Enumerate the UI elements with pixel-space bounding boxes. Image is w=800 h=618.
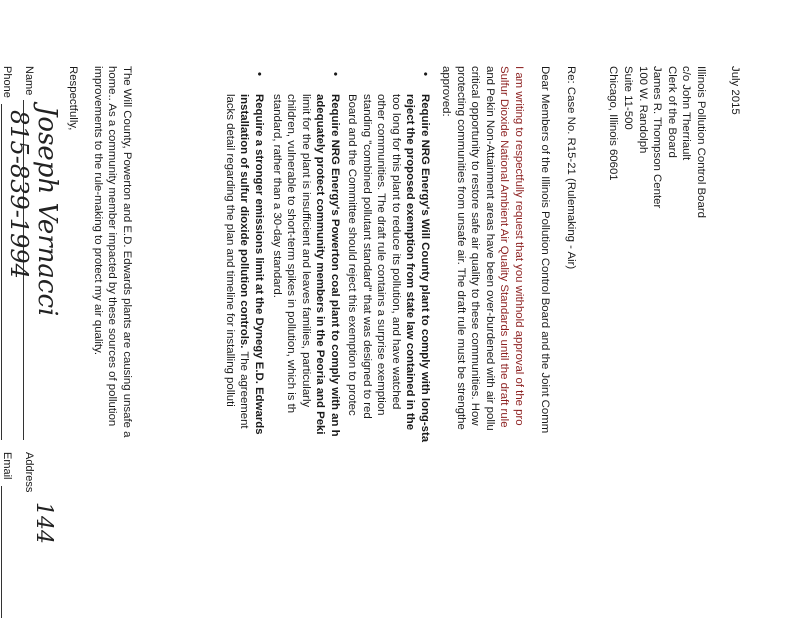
handwritten-address: 144	[31, 502, 56, 544]
bullet-line: children, vulnerable to short-term spikes in pollution, which is th	[285, 94, 298, 414]
bullet-bold-line: installation of sulfur dioxide pollution controls.	[238, 94, 251, 349]
bullet-icon: •	[253, 72, 265, 76]
closing-line: home.. As a community member impacted by these sources of pollution	[106, 66, 119, 427]
intro-line: critical opportunity to restore safe air quality to these communities. How	[469, 66, 482, 426]
bullet-line: Board and the Committee should reject this exemption to protec	[346, 94, 359, 416]
intro-line: Sulfur Dioxide National Ambient Air Quality Standards until the draft rule	[498, 66, 511, 428]
signature-fields	[0, 66, 62, 618]
closing-line: The Will County, Powerton and E.D. Edwards plants are causing unsafe a	[121, 66, 133, 438]
intro-line: protecting communities from unsafe air. The draft rule must be strengthe	[454, 66, 467, 430]
phone-label: Phone	[1, 66, 13, 98]
email-line	[1, 486, 2, 618]
sign-off: Respectfully,	[67, 66, 79, 131]
bullet-bold-line: Require a stronger emissions limit at the Dynegy E.D. Edwards	[253, 94, 265, 435]
bullet-line: standard, rather than a 30-day standard.	[270, 94, 283, 298]
closing-line: improvements to the rule-making to protect my air quality.	[91, 66, 104, 356]
bullet-bold-line: adequately protect community members in the Peoria and Peki	[314, 94, 327, 435]
bullet-trailing-text: The agreement	[238, 348, 251, 429]
bullet-powerton	[269, 72, 342, 618]
name-label: Name	[23, 66, 35, 96]
handwritten-name: Joseph Vernacci	[32, 106, 62, 317]
closing-paragraph	[90, 66, 134, 618]
bullet-bold-line: Require NRG Energy's Will County plant to comply with long-sta	[419, 94, 431, 443]
greeting: Dear Members of the Illinois Pollution Control Board and the Joint Comm	[539, 66, 551, 434]
bullet-icon: •	[329, 72, 341, 76]
address-line: Clerk of the Board	[665, 66, 678, 158]
bullet-edwards	[222, 72, 266, 618]
bullet-line: other communities. The draft rule contains a surprise exemption	[375, 94, 388, 416]
intro-line: I am writing to respectfully request that you withhold approval of the pro	[513, 66, 525, 426]
intro-paragraph	[438, 66, 526, 618]
phone-line	[1, 104, 2, 440]
intro-line: approved:	[440, 66, 453, 117]
bullet-line: lacks detail regarding the plan and timeline for installing polluti	[223, 94, 236, 407]
handwritten-phone: 815-839-1994	[5, 110, 33, 279]
email-label: Email	[1, 452, 13, 480]
address-line: Chicago, Illinois 60601	[607, 66, 620, 181]
address-label: Address	[23, 452, 35, 493]
bullet-bold-line: Require NRG Energy's Powerton coal plant to comply with an h	[329, 94, 341, 437]
address-line: Suite 11-500	[622, 66, 635, 130]
letter-date: July 2015	[729, 66, 741, 115]
bullet-line: standing "combined pollutant standard" that was designed to red	[360, 94, 373, 419]
address-line: 100 W. Randolph	[636, 66, 649, 154]
bullet-line: limit for the plant is insufficient and leaves families, particularly	[299, 94, 312, 408]
re-line: Re: Case No. R15-21 (Rulemaking - Air)	[565, 66, 577, 270]
bullet-icon: •	[419, 72, 431, 76]
bullet-line: too long for this plant to reduce its pollution, and have watched	[389, 94, 402, 410]
bullet-will-county	[344, 72, 432, 618]
address-line: Illinois Pollution Control Board	[695, 66, 707, 218]
recipient-address	[606, 66, 708, 618]
address-line: c/o John Therriault	[680, 66, 693, 161]
address-line: James R. Thompson Center	[651, 66, 664, 209]
intro-line: and Pekin Non-Attainment areas have been over-burdened with air pollu	[483, 66, 496, 431]
bullet-bold-line: reject the proposed exemption from state law contained in the	[404, 94, 417, 431]
